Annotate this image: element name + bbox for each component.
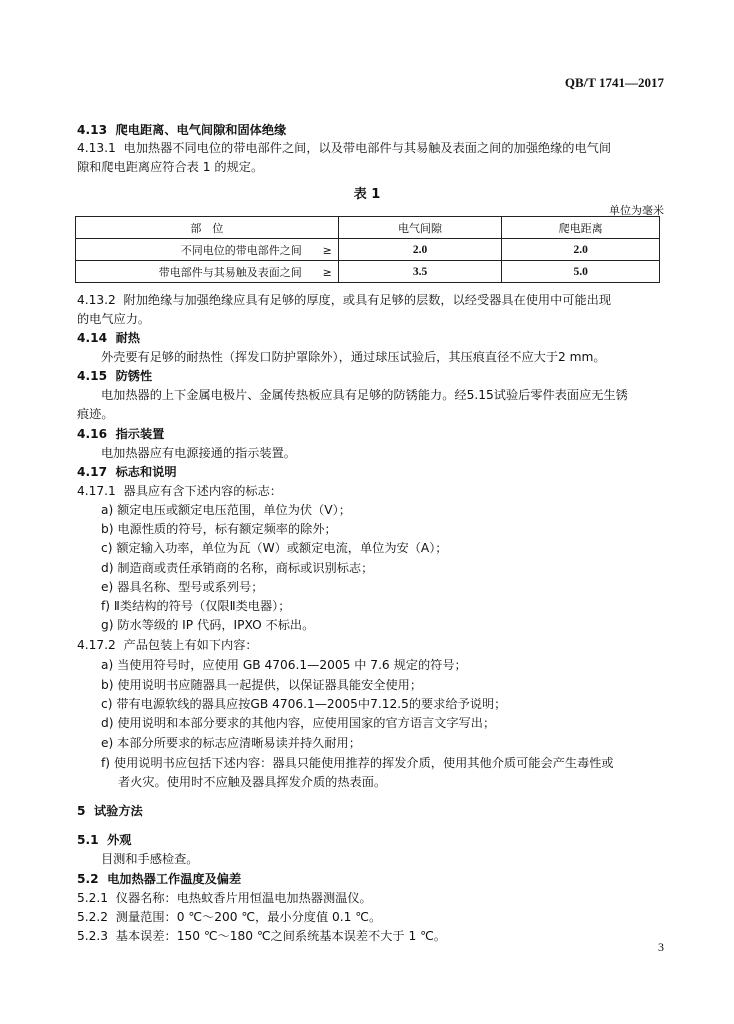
clause-4-13-1-cont: 隙和爬电距离应符合表 1 的规定。 xyxy=(77,160,264,174)
table-unit: 单位为毫米 xyxy=(609,204,664,217)
col-header-clearance: 电气间隙 xyxy=(338,217,502,239)
clause-4-16-text: 电加热器应有电源接通的指示装置。 xyxy=(101,446,296,460)
heading-5: 5 试验方法 xyxy=(77,804,143,818)
list-item: b) 电源性质的符号，标有额定频率的除外； xyxy=(101,522,337,536)
clause-4-13-1: 4.13.1 电加热器不同电位的带电部件之间，以及带电部件与其易触及表面之间的加强绝缘的电气间 xyxy=(77,141,612,155)
clause-4-13-2-cont: 的电气应力。 xyxy=(77,312,151,326)
clause-5-1-text: 目测和手感检查。 xyxy=(101,852,199,866)
table-row xyxy=(76,261,660,283)
list-item: d) 制造商或责任承销商的名称，商标或识别标志； xyxy=(101,561,374,575)
list-item: e) 本部分所要求的标志应清晰易读并持久耐用； xyxy=(101,736,361,750)
page-number: 3 xyxy=(658,940,664,954)
clause-5-2-1: 5.2.1 仪器名称：电热蚊香片用恒温电加热器测温仪。 xyxy=(77,891,372,905)
list-item: e) 器具名称、型号或系列号； xyxy=(101,580,264,594)
clause-4-14-text: 外壳要有足够的耐热性（挥发口防护罩除外），通过球压试验后，其压痕直径不应大于2 mm。 xyxy=(101,350,606,364)
clearance-table xyxy=(75,216,660,283)
table-header-row xyxy=(76,217,660,239)
list-item: c) 额定输入功率，单位为瓦（W）或额定电流，单位为安（A）； xyxy=(101,541,448,555)
list-item: b) 使用说明书应随器具一起提供，以保证器具能安全使用； xyxy=(101,678,423,692)
list-item: a) 额定电压或额定电压范围，单位为伏（V）； xyxy=(101,503,351,517)
clause-5-2-2: 5.2.2 测量范围：0 ℃～200 ℃，最小分度值 0.1 ℃。 xyxy=(77,910,382,924)
table-title: 表 1 xyxy=(353,187,381,202)
heading-4-14: 4.14 耐热 xyxy=(77,331,140,345)
clearance-value: 3.5 xyxy=(338,261,502,283)
heading-5-2: 5.2 电加热器工作温度及偏差 xyxy=(77,872,242,886)
list-item: f) Ⅱ类结构的符号（仅限Ⅱ类电器）； xyxy=(101,599,291,613)
standard-number: QB/T 1741—2017 xyxy=(564,75,664,90)
heading-4-15: 4.15 防锈性 xyxy=(77,369,153,383)
list-item: f) 使用说明书应包括下述内容：器具只能使用推荐的挥发介质，使用其他介质可能会产生毒性或 xyxy=(101,756,614,770)
list-item: c) 带有电源软线的器具应按GB 4706.1—2005中7.12.5的要求给予说明； xyxy=(101,697,507,711)
clause-4-13-2: 4.13.2 附加绝缘与加强绝缘应具有足够的厚度，或具有足够的层数，以经受器具在使用中可能出现 xyxy=(77,293,612,307)
creepage-value: 2.0 xyxy=(502,239,660,261)
row-label: 不同电位的带电部件之间 ≥ xyxy=(76,239,339,261)
list-item: a) 当使用符号时，应使用 GB 4706.1—2005 中 7.6 规定的符号； xyxy=(101,658,467,672)
clearance-value: 2.0 xyxy=(338,239,502,261)
list-item: g) 防水等级的 IP 代码，IPXO 不标出。 xyxy=(101,618,315,632)
clause-4-15-text: 电加热器的上下金属电极片、金属传热板应具有足够的防锈能力。经5.15试验后零件表面应无生锈 xyxy=(101,388,628,402)
clause-4-17-2: 4.17.2 产品包装上有如下内容： xyxy=(77,638,258,652)
heading-4-16: 4.16 指示装置 xyxy=(77,427,165,441)
list-item: d) 使用说明和本部分要求的其他内容，应使用国家的官方语言文字写出； xyxy=(101,716,496,730)
heading-4-17: 4.17 标志和说明 xyxy=(77,465,177,479)
list-item-cont: 者火灾。使用时不应触及器具挥发介质的热表面。 xyxy=(118,775,387,789)
heading-4-13: 4.13 爬电距离、电气间隙和固体绝缘 xyxy=(77,123,287,137)
table-row xyxy=(76,239,660,261)
col-header-creepage: 爬电距离 xyxy=(502,217,660,239)
col-header-position: 部 位 xyxy=(76,217,339,239)
row-label: 带电部件与其易触及表面之间 ≥ xyxy=(76,261,339,283)
heading-5-1: 5.1 外观 xyxy=(77,833,132,847)
clause-4-17-1: 4.17.1 器具应有含下述内容的标志： xyxy=(77,484,282,498)
creepage-value: 5.0 xyxy=(502,261,660,283)
clause-5-2-3: 5.2.3 基本误差：150 ℃～180 ℃之间系统基本误差不大于 1 ℃。 xyxy=(77,929,446,943)
clause-4-15-cont: 痕迹。 xyxy=(77,407,114,421)
